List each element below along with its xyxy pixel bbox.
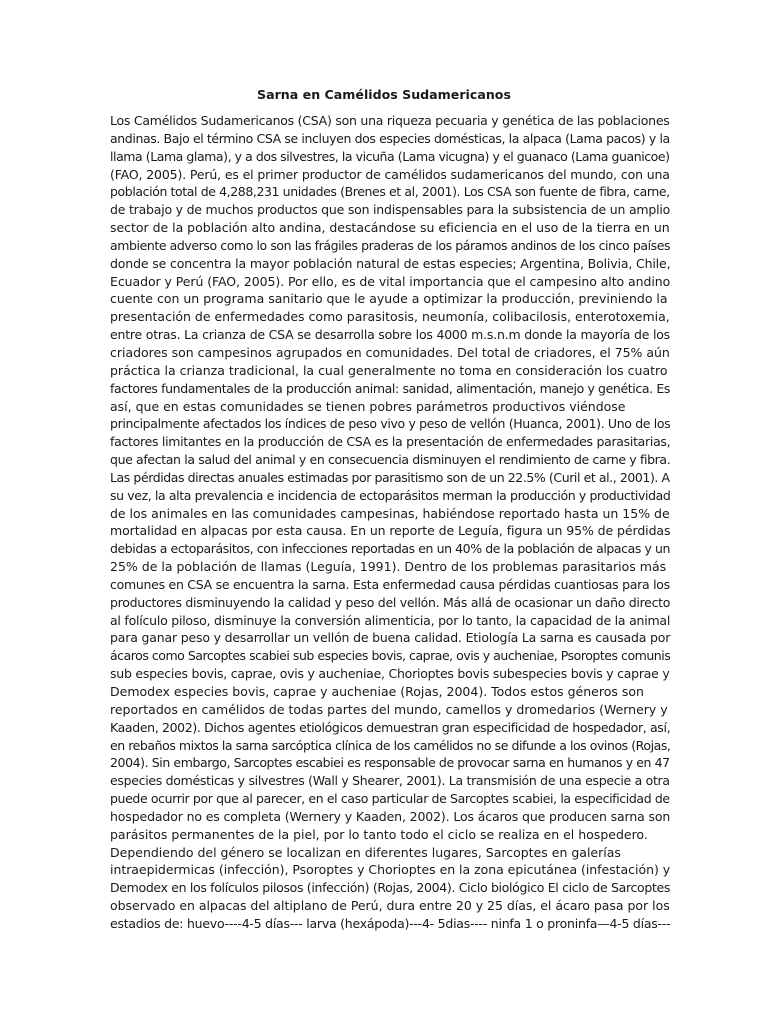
- body-text-line: Dependiendo del género se localizan en diferentes lugares, Sarcoptes en galerías: [110, 844, 621, 860]
- body-text-line: estadios de: huevo----4-5 días--- larva (hexápoda)---4- 5dias---- ninfa 1 o proninfa—4-5 días---: [110, 915, 671, 931]
- body-text-line: 2004). Sin embargo, Sarcoptes escabiei es responsable de provocar sarna en humanos y en 47: [110, 755, 670, 771]
- body-text-line: mortalidad en alpacas por esta causa. En un reporte de Leguía, figura un 95% de pérdidas: [110, 523, 671, 539]
- body-text-line: puede ocurrir por que al parecer, en el caso particular de Sarcoptes scabiei, la especificidad de: [110, 791, 670, 807]
- body-text-line: de trabajo y de muchos productos que son indispensables para la subsistencia de un amplio: [110, 202, 671, 218]
- body-text-line: 25% de la población de llamas (Leguía, 1991). Dentro de los problemas parasitarios más: [110, 559, 667, 575]
- body-text-line: Los Camélidos Sudamericanos (CSA) son una riqueza pecuaria y genética de las poblaciones: [110, 113, 670, 128]
- body-text-line: productores disminuyendo la calidad y peso del vellón. Más allá de ocasionar un daño directo: [110, 594, 671, 610]
- body-text-line: presentación de enfermedades como parasitosis, neumonía, colibacilosis, enterotoxemia,: [110, 309, 670, 325]
- document-title: Sarna en Camélidos Sudamericanos: [257, 87, 511, 102]
- body-text-line: Demodex especies bovis, caprae y aucheniae (Rojas, 2004). Todos estos géneros son: [110, 684, 644, 699]
- body-text-line: cuente con un programa sanitario que le ayude a optimizar la producción, previniendo la: [110, 291, 668, 307]
- body-text-line: andinas. Bajo el término CSA se incluyen dos especies domésticas, la alpaca (Lama pacos) y la: [110, 130, 670, 146]
- body-text-line: intraepidermicas (infección), Psoroptes y Chorioptes en la zona epicutánea (infestación) y: [110, 862, 671, 878]
- body-text-line: comunes en CSA se encuentra la sarna. Esta enfermedad causa pérdidas cuantiosas para los: [110, 576, 670, 592]
- body-text-line: criadores son campesinos agrupados en comunidades. Del total de criadores, el 75% aún: [110, 344, 670, 360]
- body-text-line: para ganar peso y desarrollar un vellón de buena calidad. Etiología La sarna es causada por: [110, 630, 671, 646]
- body-text-line: sub especies bovis, caprae, ovis y aucheniae, Chorioptes bovis subespecies bovis y caprae y: [110, 666, 670, 682]
- body-text-line: donde se concentra la mayor población natural de estas especies; Argentina, Bolivia, Chile,: [110, 255, 671, 271]
- body-text-line: llama (Lama glama), y a dos silvestres, la vicuña (Lama vicugna) y el guanaco (Lama guanicoe): [110, 148, 670, 164]
- body-text-line: práctica la crianza tradicional, la cual generalmente no toma en consideración los cuatro: [110, 362, 668, 378]
- body-text-line: así, que en estas comunidades se tienen pobres parámetros productivos viéndose: [110, 398, 626, 414]
- body-text-line: de los animales en las comunidades campesinas, habiéndose reportado hasta un 15% de: [110, 505, 670, 521]
- body-text-line: observado en alpacas del altiplano de Perú, dura entre 20 y 25 días, el ácaro pasa por los: [110, 898, 670, 914]
- body-text-line: factores limitantes en la producción de CSA es la presentación de enfermedades parasitarias,: [110, 434, 671, 450]
- body-text-line: entre otras. La crianza de CSA se desarrolla sobre los 4000 m.s.n.m donde la mayoría de los: [110, 327, 670, 343]
- body-text-line: al folículo piloso, disminuye la conversión alimenticia, por lo tanto, la capacidad de la animal: [110, 612, 671, 628]
- body-text-line: reportados en camélidos de todas partes del mundo, camellos y dromedarios (Wernery y: [110, 701, 668, 717]
- body-text-line: sector de la población alto andina, destacándose su eficiencia en el uso de la tierra en un: [110, 220, 670, 236]
- body-text-line: (FAO, 2005). Perú, es el primer productor de camélidos sudamericanos del mundo, con una: [110, 166, 670, 182]
- body-text-line: en rebaños mixtos la sarna sarcóptica clínica de los camélidos no se difunde a los ovinos (Rojas,: [110, 737, 671, 753]
- body-text-line: factores fundamentales de la producción animal: sanidad, alimentación, manejo y genética. Es: [110, 380, 670, 396]
- body-text-line: población total de 4,288,231 unidades (Brenes et al, 2001). Los CSA son fuente de fibra, carne,: [110, 184, 670, 200]
- body-text-line: ácaros como Sarcoptes scabiei sub especies bovis, caprae, ovis y aucheniae, Psoroptes comunis: [110, 648, 671, 664]
- body-text-line: principalmente afectados los índices de peso vivo y peso de vellón (Huanca, 2001). Uno de los: [110, 416, 671, 432]
- body-text-line: debidas a ectoparásitos, con infecciones reportadas en un 40% de la población de alpacas y un: [110, 541, 671, 557]
- body-text-line: ambiente adverso como lo son las frágiles praderas de los páramos andinos de los cinco países: [110, 237, 671, 253]
- body-text-line: que afectan la salud del animal y en consecuencia disminuyen el rendimiento de carne y fibra.: [110, 452, 671, 468]
- body-text-line: su vez, la alta prevalencia e incidencia de ectoparásitos merman la producción y productividad: [110, 487, 671, 503]
- document-body: [110, 112, 670, 933]
- body-text-line: Demodex en los folículos pilosos (infección) (Rojas, 2004). Ciclo biológico El ciclo de Sarcoptes: [110, 880, 671, 896]
- body-text-line: Kaaden, 2002). Dichos agentes etiológicos demuestran gran especificidad de hospedador, así,: [110, 719, 671, 735]
- body-text-line: hospedador no es completa (Wernery y Kaaden, 2002). Los ácaros que producen sarna son: [110, 808, 671, 824]
- body-text-line: especies domésticas y silvestres (Wall y Shearer, 2001). La transmisión de una especie a otra: [110, 773, 670, 789]
- body-text-line: Las pérdidas directas anuales estimadas por parasitismo son de un 22.5% (Curil et al., 2001). A: [110, 469, 670, 485]
- body-text-line: Ecuador y Perú (FAO, 2005). Por ello, es de vital importancia que el campesino alto andino: [110, 273, 671, 289]
- body-text-line: parásitos permanentes de la piel, por lo tanto todo el ciclo se realiza en el hospedero.: [110, 826, 648, 842]
